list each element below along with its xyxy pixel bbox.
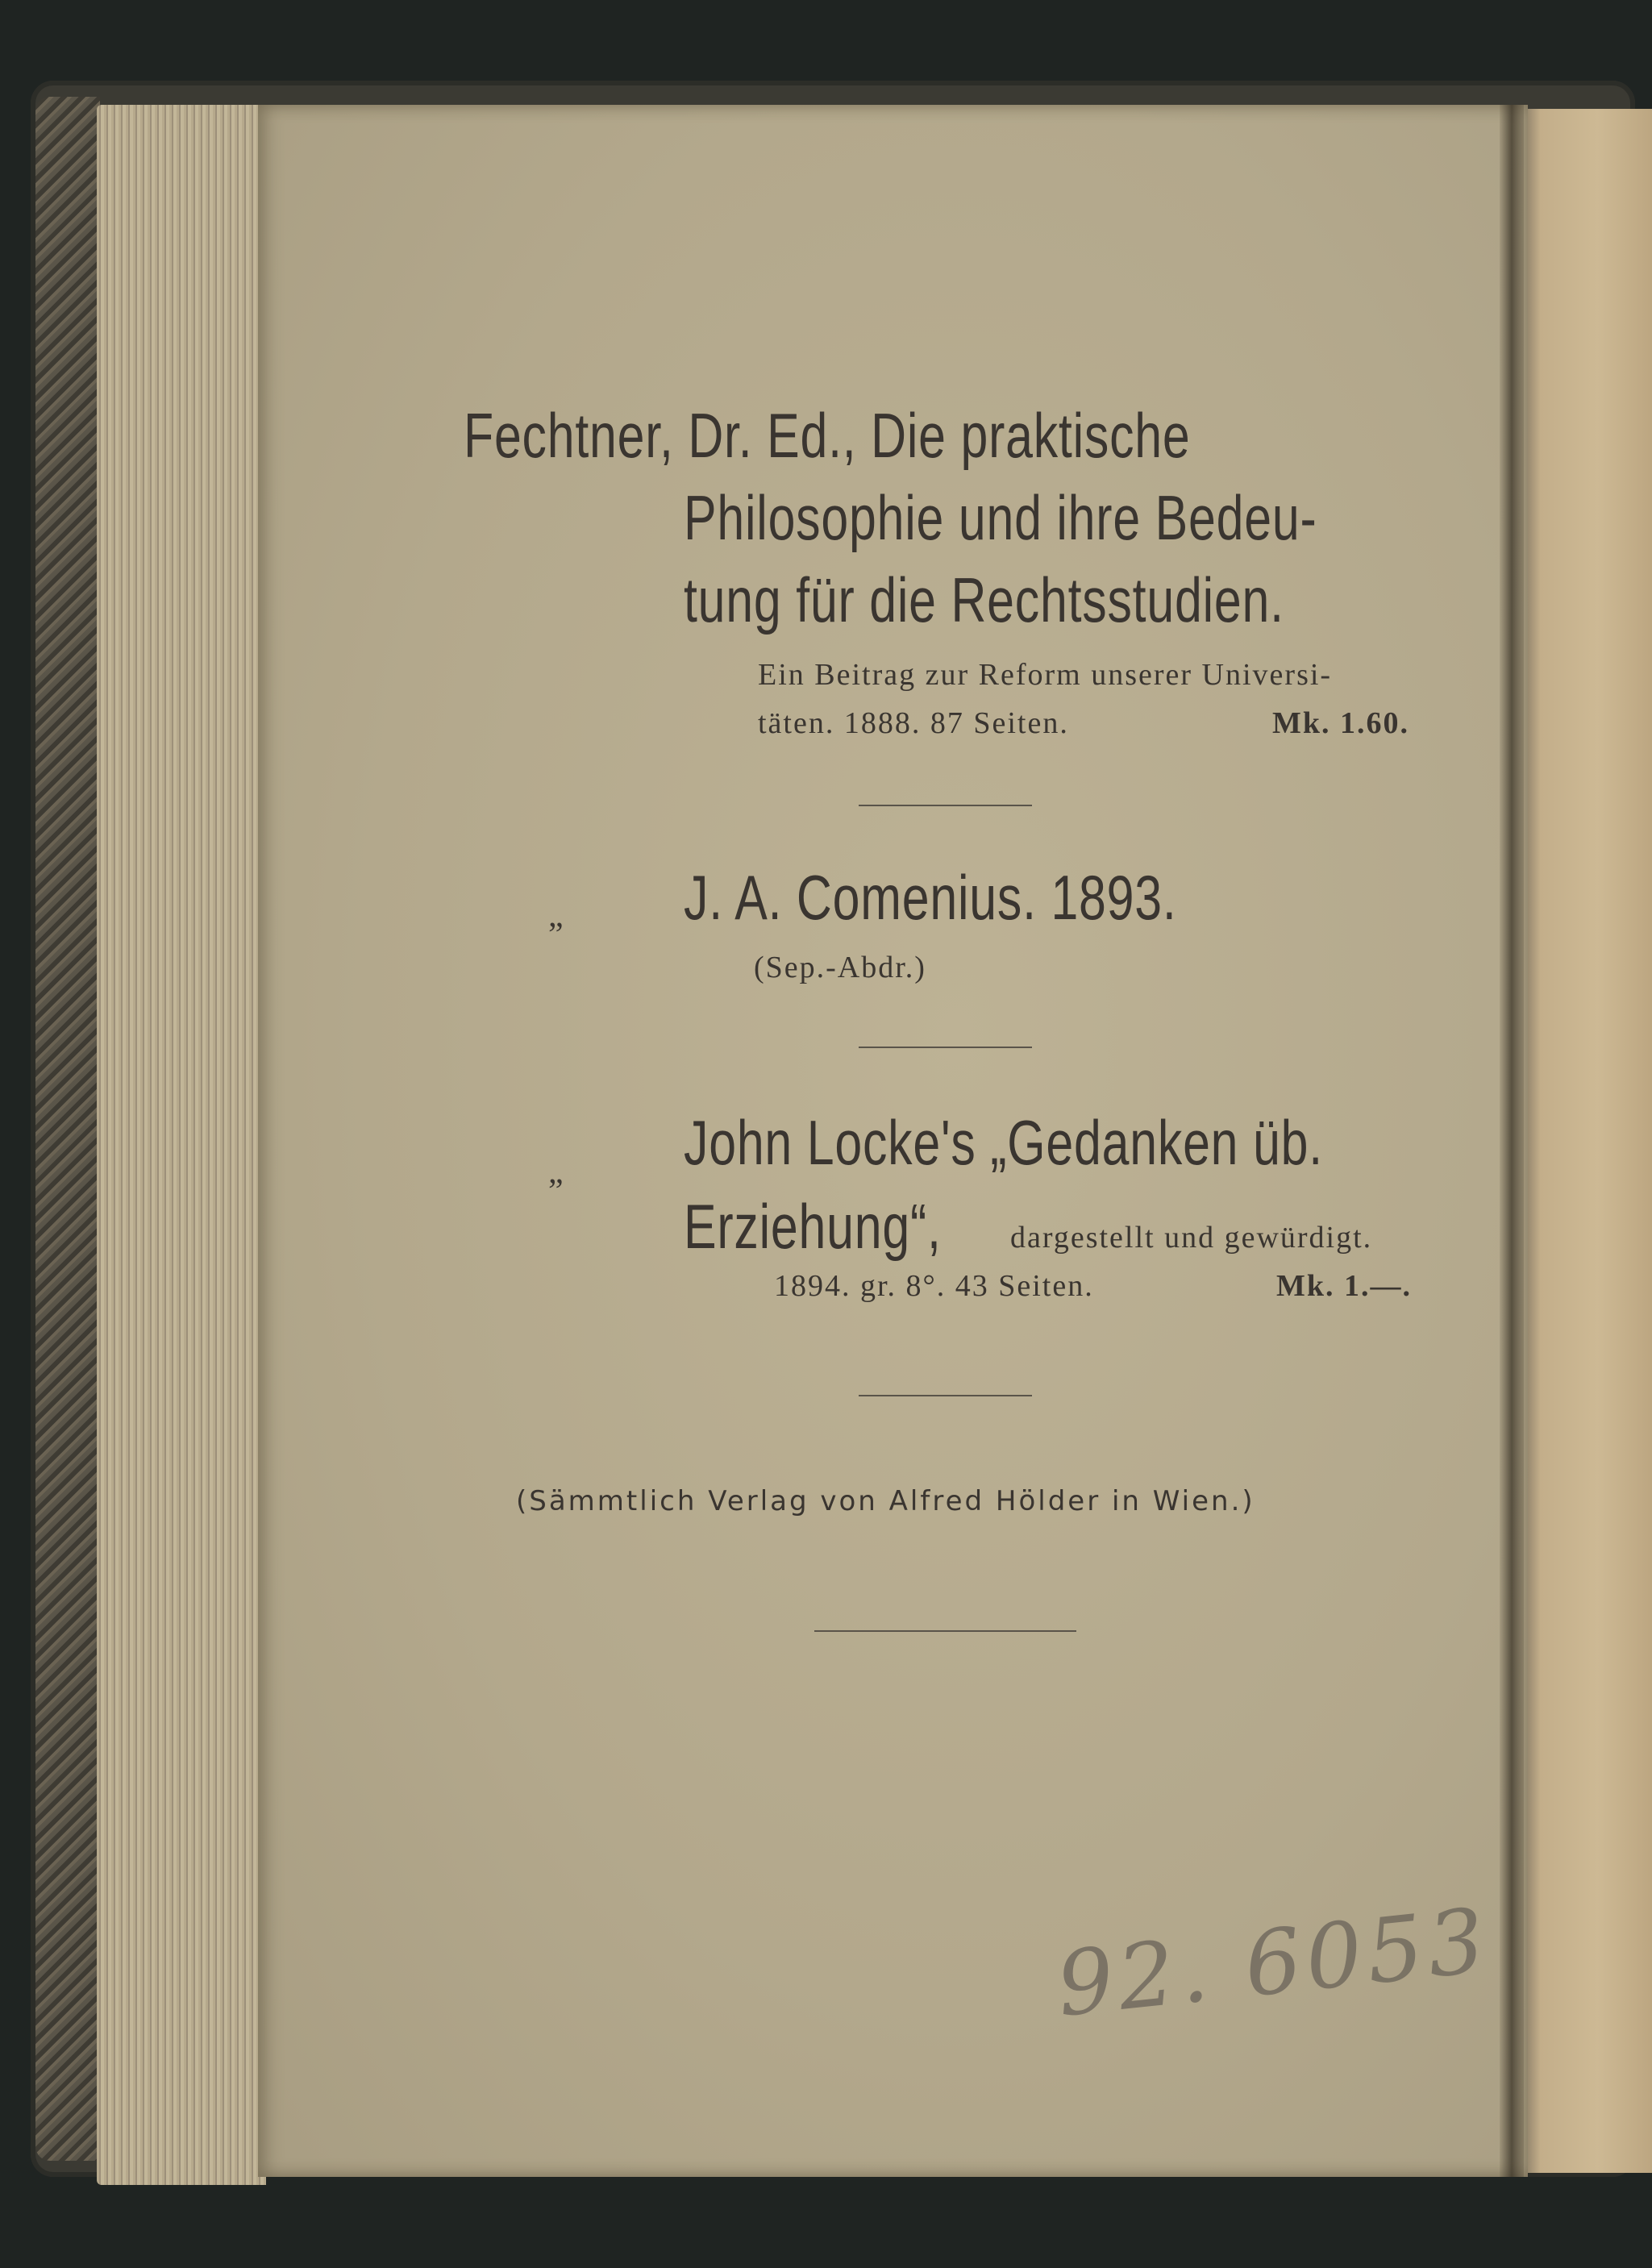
entry3-price: Mk. 1.—. — [1276, 1269, 1412, 1303]
entry1-sub1: Ein Beitrag zur Reform unserer Universi- — [758, 658, 1333, 692]
entry3-line2: Erziehung“, — [684, 1191, 942, 1262]
separator-2 — [859, 1047, 1032, 1048]
facing-page — [1516, 109, 1652, 2173]
entry3-line2-small: dargestellt und gewürdigt. — [1010, 1221, 1373, 1255]
entry1-sub2: täten. 1888. 87 Seiten. — [758, 706, 1069, 740]
publisher-note: (Sämmtlich Verlag von Alfred Hölder in Wien.) — [516, 1485, 1255, 1517]
page-edges — [97, 105, 266, 2185]
entry3-line1: John Locke's „Gedanken üb. — [684, 1107, 1323, 1178]
separator-1 — [859, 805, 1032, 806]
gutter-shadow — [1500, 105, 1524, 2177]
entry3-sub: 1894. gr. 8°. 43 Seiten. — [774, 1269, 1094, 1303]
entry1-line2: Philosophie und ihre Bedeu- — [684, 482, 1317, 553]
spine-cloth — [35, 97, 100, 2161]
entry2-ditto: „ — [548, 897, 565, 934]
separator-4 — [814, 1630, 1076, 1632]
entry2-title: J. A. Comenius. 1893. — [684, 862, 1177, 933]
entry2-sub: (Sep.-Abdr.) — [754, 951, 926, 984]
entry3-ditto: „ — [548, 1154, 565, 1191]
separator-3 — [859, 1395, 1032, 1396]
entry1-line1: Fechtner, Dr. Ed., Die praktische — [464, 400, 1191, 471]
handwritten-shelfmark: 92. 6053 — [1051, 1888, 1495, 2037]
entry1-price: Mk. 1.60. — [1272, 706, 1409, 740]
entry1-line3: tung für die Rechtsstudien. — [684, 564, 1284, 635]
